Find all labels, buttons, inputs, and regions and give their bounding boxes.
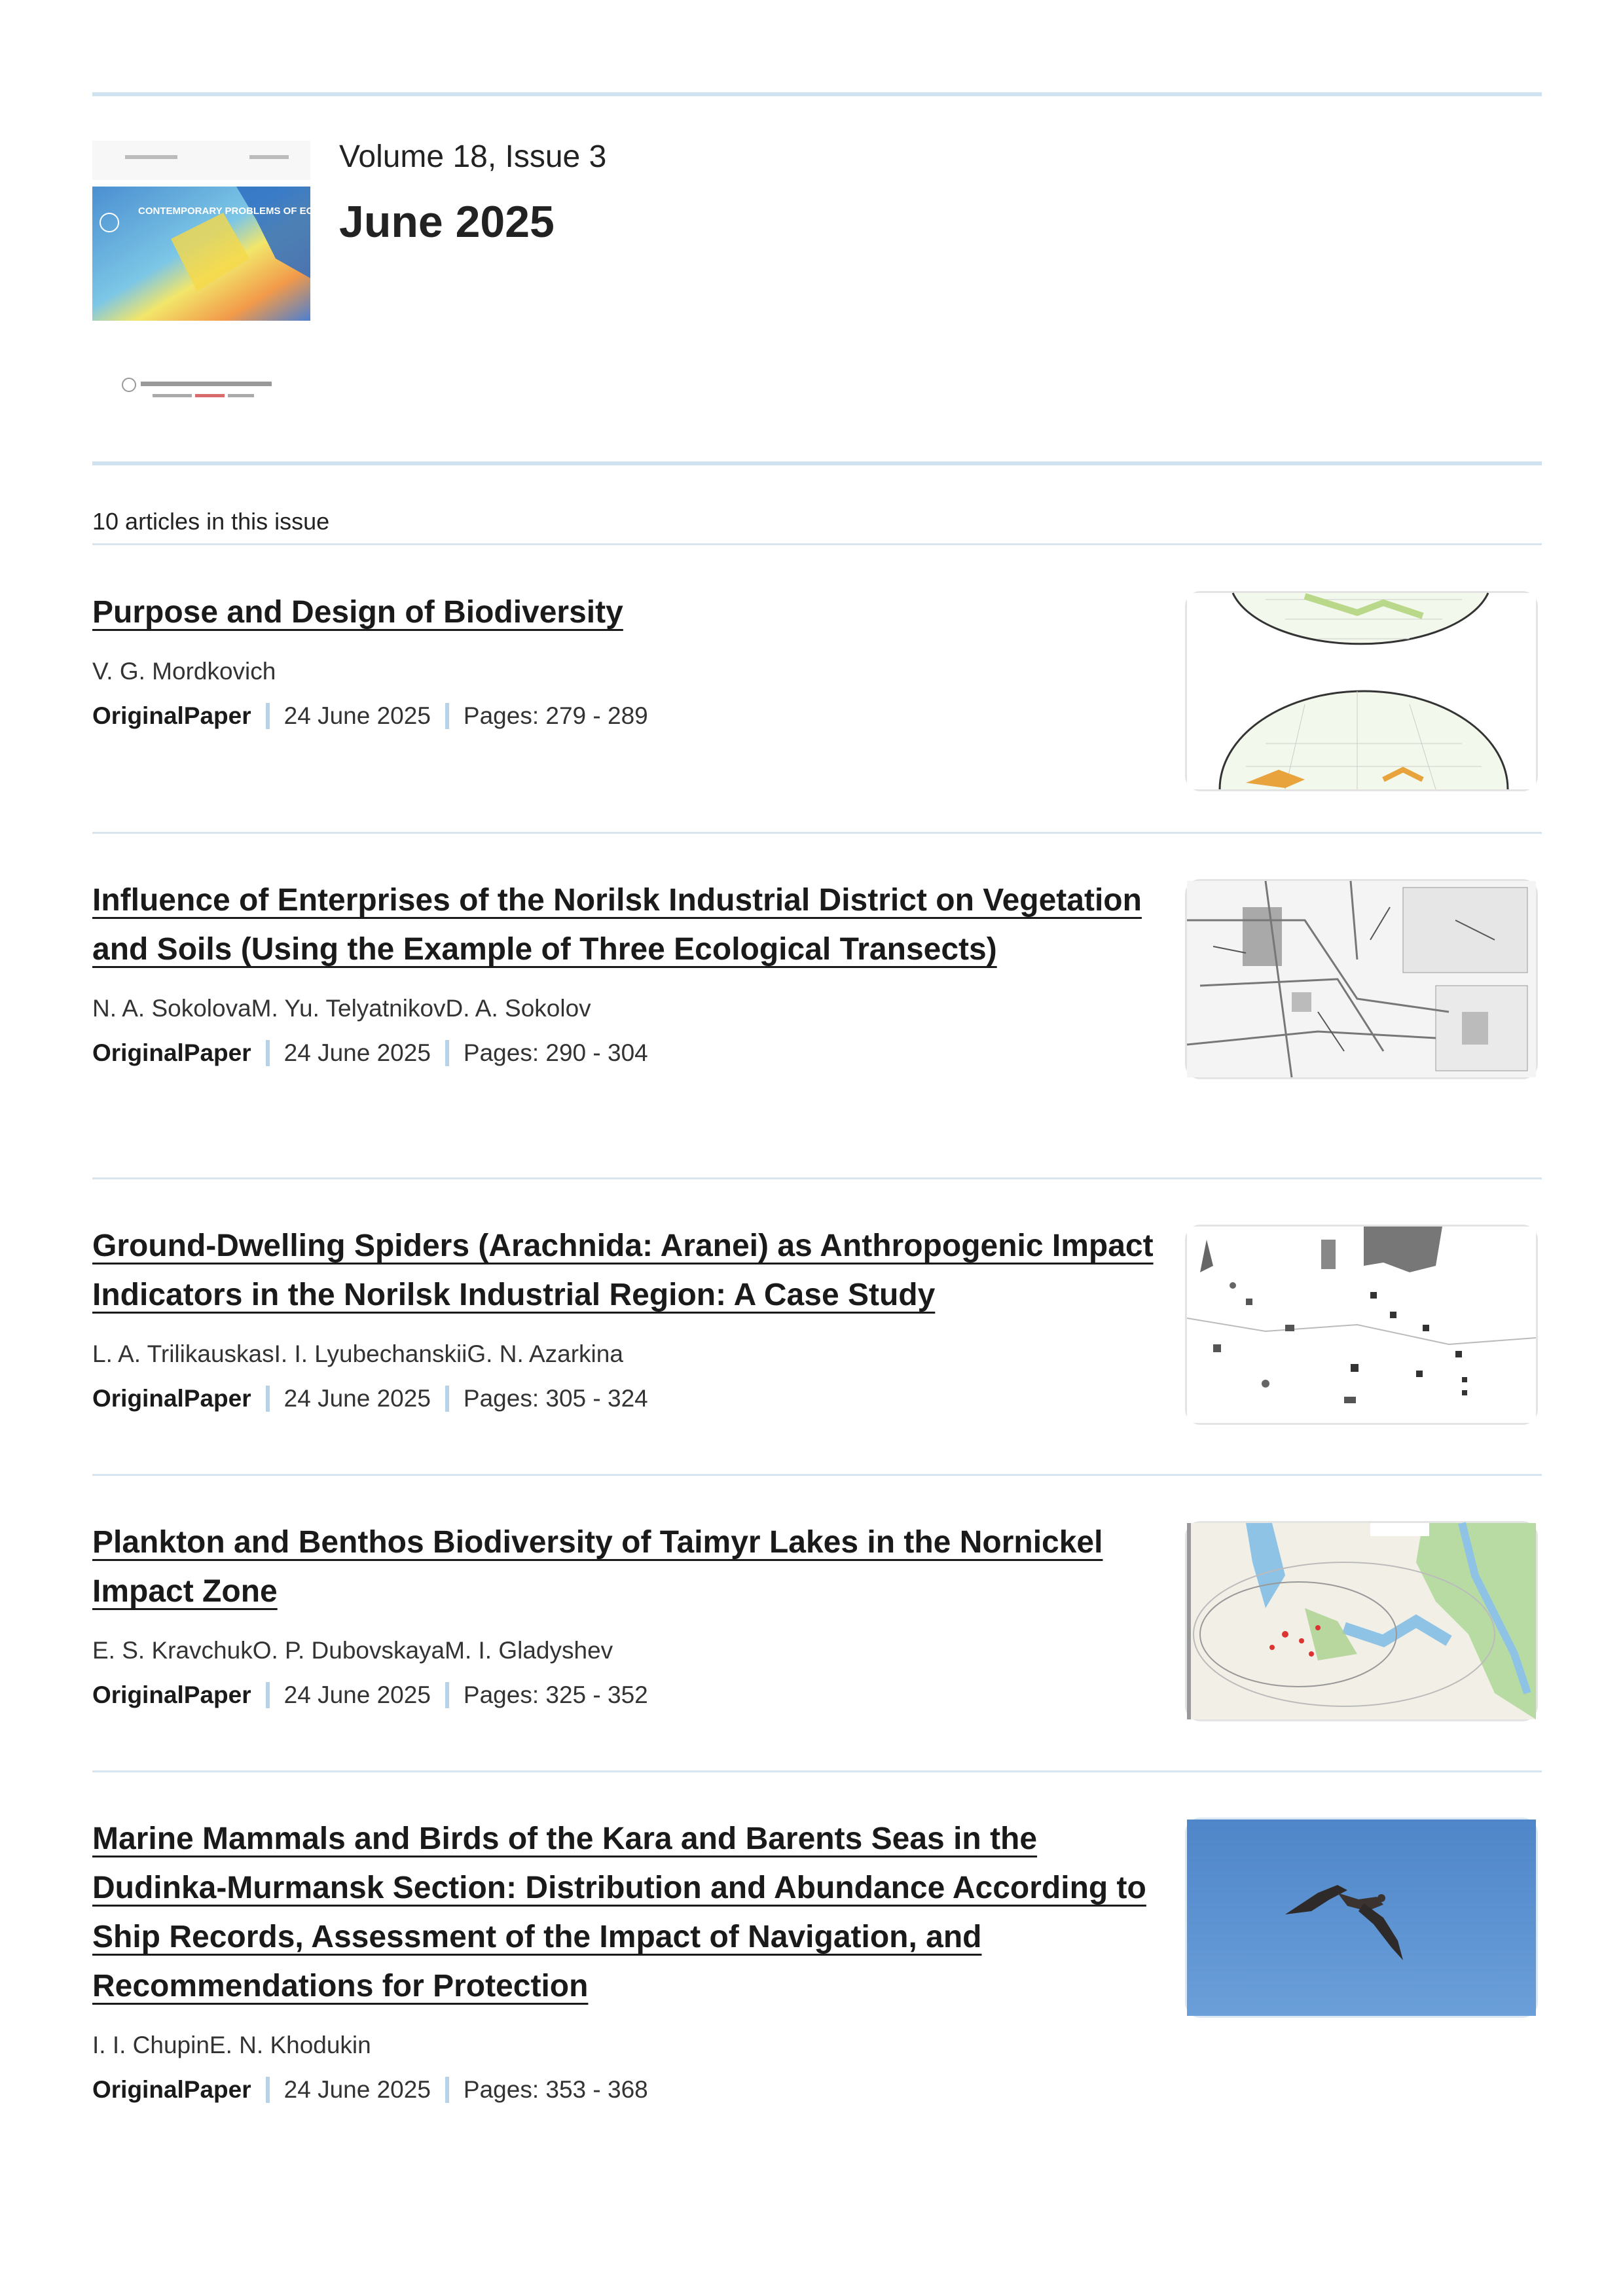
article-pages: Pages: 279 - 289 [463, 702, 648, 729]
issue-date: June 2025 [339, 197, 555, 247]
article-pages: Pages: 353 - 368 [463, 2076, 648, 2103]
article-type: OriginalPaper [92, 1385, 251, 1412]
article-title-link[interactable]: Ground-Dwelling Spiders (Arachnida: Aranei) as Anthropogenic Impact Indicators in the Norilsk Industrial Region: A Case Study [92, 1229, 1154, 1312]
article-pages: Pages: 305 - 324 [463, 1385, 648, 1412]
article-item [92, 1518, 1542, 1712]
meta-separator [445, 703, 449, 729]
article-thumbnail-lakes-map[interactable] [1185, 1521, 1538, 1721]
meta-separator [266, 2077, 270, 2103]
article-thumbnail-hemisphere-map[interactable] [1185, 591, 1538, 791]
article-thumbnail-grayscale-map[interactable] [1185, 879, 1538, 1079]
article-item [92, 1814, 1542, 2106]
article-divider [92, 1474, 1542, 1476]
meta-separator [445, 1040, 449, 1066]
article-pages: Pages: 290 - 304 [463, 1039, 648, 1066]
header-divider [92, 461, 1542, 465]
cover-title-text: CONTEMPORARY PROBLEMS OF ECOLOGY [138, 206, 349, 217]
article-date: 24 June 2025 [283, 702, 431, 729]
meta-separator [266, 1040, 270, 1066]
meta-separator [266, 1682, 270, 1708]
article-divider [92, 1770, 1542, 1772]
article-pages: Pages: 325 - 352 [463, 1681, 648, 1708]
article-date: 24 June 2025 [283, 1385, 431, 1412]
article-authors: E. S. KravchukO. P. DubovskayaM. I. Gladyshev [92, 1637, 613, 1664]
article-type: OriginalPaper [92, 1681, 251, 1708]
article-thumbnail-site-map[interactable] [1185, 1225, 1538, 1425]
journal-cover-image[interactable] [92, 141, 349, 321]
article-authors: N. A. SokolovaM. Yu. TelyatnikovD. A. Sokolov [92, 995, 591, 1022]
meta-separator [445, 1386, 449, 1412]
list-divider [92, 543, 1542, 545]
article-divider [92, 832, 1542, 834]
meta-separator [266, 1386, 270, 1412]
article-meta [92, 2073, 1542, 2106]
article-item [92, 876, 1542, 1069]
article-authors: L. A. TrilikauskasI. I. LyubechanskiiG. N. Azarkina [92, 1340, 623, 1367]
article-item [92, 1221, 1542, 1415]
article-date: 24 June 2025 [283, 2076, 431, 2103]
article-count: 10 articles in this issue [92, 508, 330, 535]
article-type: OriginalPaper [92, 702, 251, 729]
article-title-link[interactable]: Plankton and Benthos Biodiversity of Taimyr Lakes in the Nornickel Impact Zone [92, 1525, 1103, 1609]
publisher-logo [120, 373, 283, 406]
article-authors: I. I. ChupinE. N. Khodukin [92, 2032, 371, 2058]
article-authors: V. G. Mordkovich [92, 658, 276, 685]
article-title-link[interactable]: Purpose and Design of Biodiversity [92, 595, 623, 630]
article-title-link[interactable]: Influence of Enterprises of the Norilsk Industrial District on Vegetation and Soils (Using the Example of Three Ecological Transects) [92, 883, 1142, 967]
issue-volume: Volume 18, Issue 3 [339, 139, 607, 174]
article-type: OriginalPaper [92, 2076, 251, 2103]
article-item [92, 588, 1542, 732]
article-date: 24 June 2025 [283, 1039, 431, 1066]
meta-separator [445, 1682, 449, 1708]
article-title-link[interactable]: Marine Mammals and Birds of the Kara and Barents Seas in the Dudinka-Murmansk Section: Distribution and Abundance According to Ship Records, Assessment of the Impact of Navigation, and Recommendations for Protection [92, 1821, 1146, 2003]
article-date: 24 June 2025 [283, 1681, 431, 1708]
meta-separator [445, 2077, 449, 2103]
article-type: OriginalPaper [92, 1039, 251, 1066]
article-divider [92, 1177, 1542, 1179]
top-divider [92, 92, 1542, 96]
article-thumbnail-bird-photo[interactable] [1185, 1818, 1538, 2018]
meta-separator [266, 703, 270, 729]
